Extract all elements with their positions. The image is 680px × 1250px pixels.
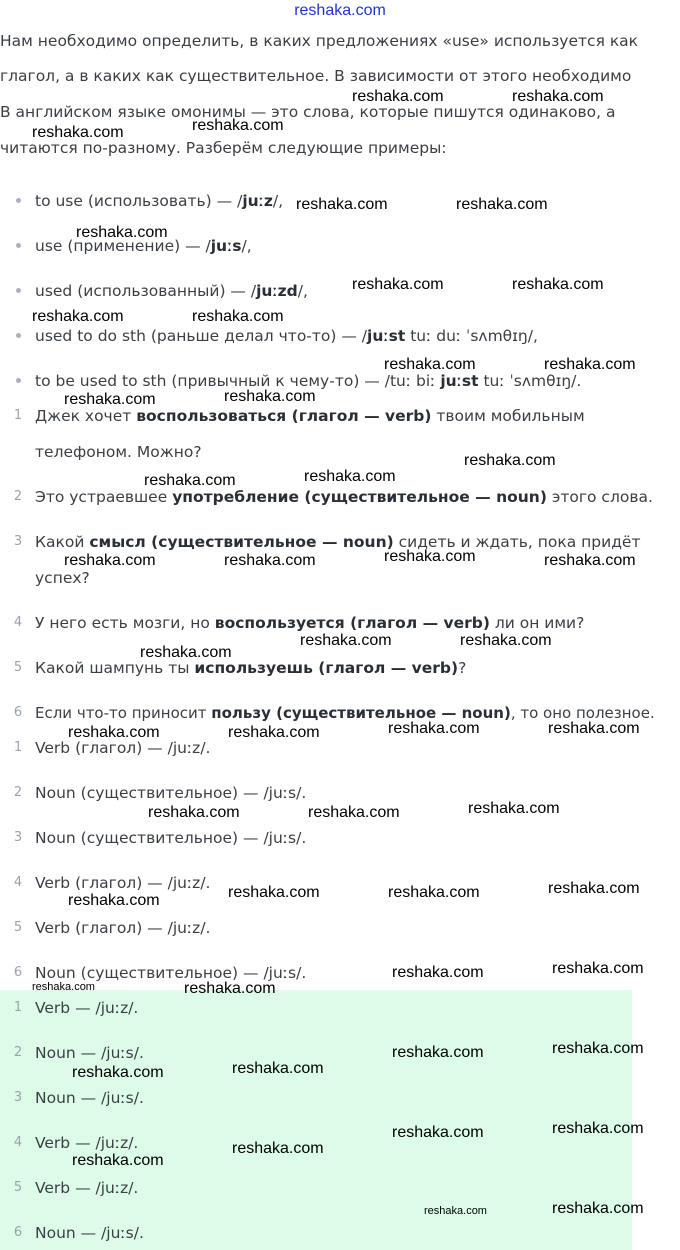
sentence-item: Какой смысл (существительное — noun) сидеть и ждать, пока придёт xyxy=(35,533,641,551)
watermark-text: reshaka.com xyxy=(224,388,316,405)
watermark-text: reshaka.com xyxy=(228,884,320,901)
watermark-text: reshaka.com xyxy=(388,884,480,901)
watermark-text: reshaka.com xyxy=(192,308,284,325)
bullet-item: to be used to sth (привычный к чему-то) — /tuː biː juːst tuː ˈsʌmθɪŋ/. xyxy=(35,372,582,390)
watermark-text: reshaka.com xyxy=(296,196,388,213)
watermark-text: reshaka.com xyxy=(68,892,160,909)
answer-item: Verb (глагол) — /juːz/. xyxy=(35,874,211,892)
watermark-text: reshaka.com xyxy=(384,356,476,373)
short-answer-item: Verb — /juːz/. xyxy=(35,999,139,1017)
watermark-text: reshaka.com xyxy=(552,1200,644,1217)
watermark-text: reshaka.com xyxy=(72,1064,164,1081)
watermark-text: reshaka.com xyxy=(548,720,640,737)
watermark-text: reshaka.com xyxy=(388,720,480,737)
list-number: 5 xyxy=(13,920,23,935)
bullet-dot-icon xyxy=(16,198,21,203)
watermark-text: reshaka.com xyxy=(548,880,640,897)
watermark-text: reshaka.com xyxy=(352,276,444,293)
bullet-item: use (применение) — /juːs/, xyxy=(35,237,252,255)
watermark-text: reshaka.com xyxy=(464,452,556,469)
watermark-text: reshaka.com xyxy=(544,552,636,569)
sentence-item-continuation: успех? xyxy=(35,569,90,587)
intro-paragraph-2-line-2: читаются по-разному. Разберём следующие примеры: xyxy=(0,139,447,157)
short-answer-item: Noun — /juːs/. xyxy=(35,1044,144,1062)
short-answer-item: Verb — /juːz/. xyxy=(35,1179,139,1197)
watermark-text: reshaka.com xyxy=(68,724,160,741)
list-number: 1 xyxy=(13,408,23,423)
watermark-text: reshaka.com xyxy=(32,981,95,993)
list-number: 5 xyxy=(13,1180,23,1195)
list-number: 3 xyxy=(13,534,23,549)
watermark-text: reshaka.com xyxy=(232,1140,324,1157)
list-number: 4 xyxy=(13,875,23,890)
bullet-dot-icon xyxy=(16,243,21,248)
watermark-text: reshaka.com xyxy=(352,88,444,105)
bullet-dot-icon xyxy=(16,333,21,338)
bullet-dot-icon xyxy=(16,378,21,383)
bullet-item: to use (использовать) — /juːz/, xyxy=(35,192,284,210)
list-number: 2 xyxy=(13,489,23,504)
sentence-item: Джек хочет воспользоваться (глагол — verb) твоим мобильным xyxy=(35,407,585,425)
intro-paragraph-1-line-2: глагол, а в каких как существительное. В зависимости от этого необходимо xyxy=(0,67,632,85)
watermark-text: reshaka.com xyxy=(300,632,392,649)
watermark-text: reshaka.com xyxy=(64,552,156,569)
list-number: 2 xyxy=(13,785,23,800)
watermark-text: reshaka.com xyxy=(148,804,240,821)
answer-highlight-block xyxy=(0,990,632,1250)
list-number: 4 xyxy=(13,615,23,630)
list-number: 3 xyxy=(13,830,23,845)
sentence-item: Это устраевшее употребление (существительное — noun) этого слова. xyxy=(35,488,653,506)
site-title-link[interactable]: reshaka.com xyxy=(294,2,386,19)
short-answer-item: Noun — /juːs/. xyxy=(35,1089,144,1107)
sentence-item-continuation: телефоном. Можно? xyxy=(35,443,202,461)
watermark-text: reshaka.com xyxy=(72,1152,164,1169)
watermark-text: reshaka.com xyxy=(304,468,396,485)
watermark-text: reshaka.com xyxy=(544,356,636,373)
bullet-dot-icon xyxy=(16,288,21,293)
list-number: 3 xyxy=(13,1090,23,1105)
watermark-text: reshaka.com xyxy=(76,224,168,241)
watermark-text: reshaka.com xyxy=(308,804,400,821)
list-number: 1 xyxy=(13,740,23,755)
watermark-text: reshaka.com xyxy=(424,1205,487,1217)
answer-item: Verb (глагол) — /juːz/. xyxy=(35,919,211,937)
list-number: 6 xyxy=(13,1225,23,1240)
watermark-text: reshaka.com xyxy=(392,964,484,981)
watermark-text: reshaka.com xyxy=(392,1044,484,1061)
sentence-item: У него есть мозги, но воспользуется (глагол — verb) ли он ими? xyxy=(35,614,585,632)
short-answer-item: Verb — /juːz/. xyxy=(35,1134,139,1152)
answer-item: Noun (существительное) — /juːs/. xyxy=(35,829,307,847)
watermark-text: reshaka.com xyxy=(552,1040,644,1057)
list-number: 6 xyxy=(13,965,23,980)
watermark-text: reshaka.com xyxy=(144,472,236,489)
watermark-text: reshaka.com xyxy=(512,88,604,105)
list-number: 6 xyxy=(13,705,23,720)
watermark-text: reshaka.com xyxy=(32,308,124,325)
watermark-text: reshaka.com xyxy=(224,552,316,569)
watermark-text: reshaka.com xyxy=(456,196,548,213)
list-number: 1 xyxy=(13,1000,23,1015)
sentence-item: Какой шампунь ты используешь (глагол — verb)? xyxy=(35,659,467,677)
watermark-text: reshaka.com xyxy=(228,724,320,741)
intro-paragraph-2-line-1: В английском языке омонимы — это слова, которые пишутся одинаково, а xyxy=(0,103,616,121)
watermark-text: reshaka.com xyxy=(468,800,560,817)
watermark-text: reshaka.com xyxy=(32,124,124,141)
bullet-item: used to do sth (раньше делал что-то) — /juːst tuː duː ˈsʌmθɪŋ/, xyxy=(35,327,538,345)
watermark-text: reshaka.com xyxy=(392,1124,484,1141)
watermark-text: reshaka.com xyxy=(552,960,644,977)
bullet-item: used (использованный) — /juːzd/, xyxy=(35,282,308,300)
list-number: 5 xyxy=(13,660,23,675)
list-number: 2 xyxy=(13,1045,23,1060)
watermark-text: reshaka.com xyxy=(64,391,156,408)
watermark-text: reshaka.com xyxy=(384,548,476,565)
answer-item: Verb (глагол) — /juːz/. xyxy=(35,739,211,757)
short-answer-item: Noun — /juːs/. xyxy=(35,1224,144,1242)
watermark-text: reshaka.com xyxy=(512,276,604,293)
watermark-text: reshaka.com xyxy=(140,644,232,661)
watermark-text: reshaka.com xyxy=(184,980,276,997)
answer-item: Noun (существительное) — /juːs/. xyxy=(35,964,307,982)
watermark-text: reshaka.com xyxy=(232,1060,324,1077)
sentence-item: Если что-то приносит пользу (существительное — noun), то оно полезное. xyxy=(35,704,655,722)
list-number: 4 xyxy=(13,1135,23,1150)
watermark-text: reshaka.com xyxy=(460,632,552,649)
answer-item: Noun (существительное) — /juːs/. xyxy=(35,784,307,802)
watermark-text: reshaka.com xyxy=(552,1120,644,1137)
intro-paragraph-1-line-1: Нам необходимо определить, в каких предложениях «use» используется как xyxy=(0,32,639,50)
watermark-text: reshaka.com xyxy=(192,117,284,134)
